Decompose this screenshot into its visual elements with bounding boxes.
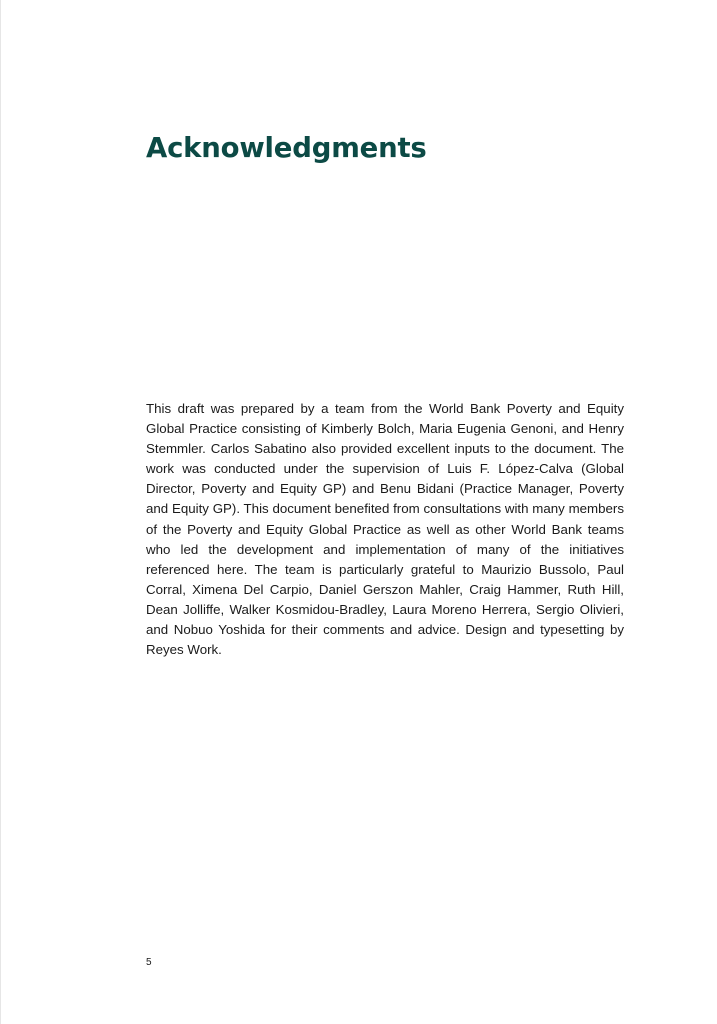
page-number: 5 (146, 957, 152, 968)
page-title: Acknowledgments (146, 132, 427, 164)
acknowledgments-paragraph: This draft was prepared by a team from the World Bank Poverty and Equity Global Practice consisting of Kimberly Bolch, Maria Eugenia Genoni, and Henry Stemmler. Carlos Sabatino also provided excellent inputs to the document. The work was conducted under the supervision of Luis F. López-Calva (Global Director, Poverty and Equity GP) and Benu Bidani (Practice Manager, Poverty and Equity GP). This document benefited from consultations with many members of the Poverty and Equity Global Practice as well as other World Bank teams who led the development and implementation of many of the initiatives referenced here. The team is particularly grateful to Maurizio Bussolo, Paul Corral, Ximena Del Carpio, Daniel Gerszon Mahler, Craig Hammer, Ruth Hill, Dean Jolliffe, Walker Kosmidou-Bradley, Laura Moreno Herrera, Sergio Olivieri, and Nobuo Yoshida for their comments and advice. Design and typesetting by Reyes Work. (146, 401, 624, 658)
